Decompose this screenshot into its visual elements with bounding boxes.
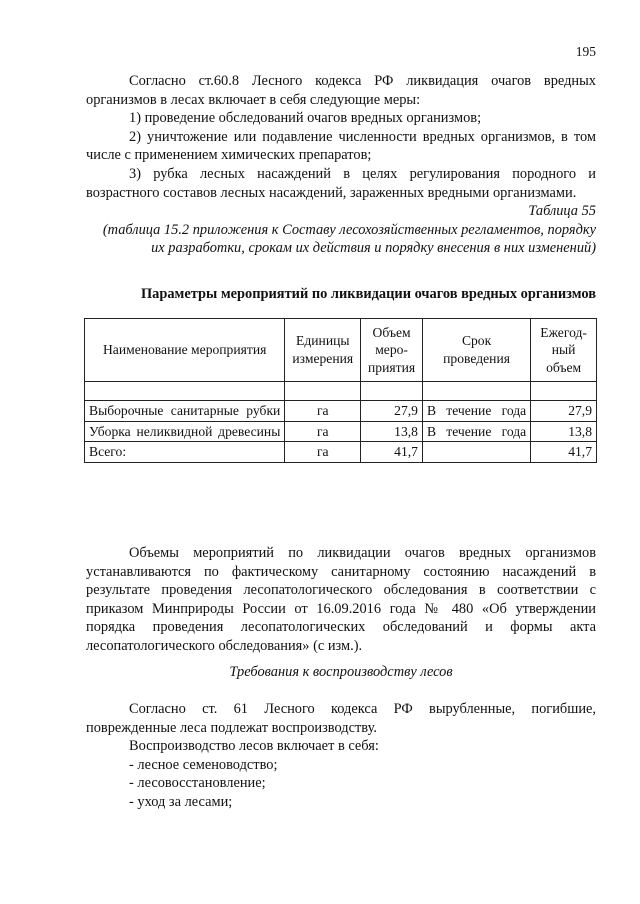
cell-volume: 13,8	[361, 421, 423, 442]
table-note: (таблица 15.2 приложения к Составу лесохозяйственных регламентов, порядку их разработки, срокам их действия и порядку внесения в них изменений)	[102, 221, 596, 257]
cell-unit: га	[285, 401, 361, 422]
intro-item-1: 1) проведение обследований очагов вредных организмов;	[129, 110, 482, 127]
cell-unit: га	[285, 421, 361, 442]
cell-volume: 27,9	[361, 401, 423, 422]
reproduction-paragraph: Согласно ст. 61 Лесного кодекса РФ вырубленные, погибшие, поврежденные леса подлежат воспроизводству.	[86, 701, 596, 736]
page-number: 195	[575, 44, 596, 59]
reproduction-list	[86, 756, 596, 812]
measures-table	[84, 318, 597, 463]
cell-name: Выборочные санитарные рубки	[85, 401, 285, 422]
list-item: - лесное семеноводство;	[129, 756, 278, 773]
volumes-paragraph: Объемы мероприятий по ликвидации очагов вредных организмов устанавливаются по фактическому санитарному состоянию насаждений в результате проведения лесопатологического обследования в соответствии с приказом Минприроды России от 16.09.2016 года № 480 «Об утверждении порядка проведения лесопатологических обследований и формы акта лесопатологического обследования» (с изм.).	[86, 545, 596, 654]
intro-item-3: 3) рубка лесных насаждений в целях регулирования породного и возрастного составов лесных насаждений, зараженных вредными организмами.	[86, 165, 596, 201]
table-row	[85, 401, 597, 422]
header-annual: Ежегод-ный объем	[531, 319, 597, 382]
header-unit: Единицы измерения	[285, 319, 361, 382]
list-item: - лесовосстановление;	[129, 775, 266, 792]
total-annual: 41,7	[531, 442, 597, 463]
table-row	[85, 421, 597, 442]
table-spacer-row	[85, 382, 597, 401]
cell-annual: 27,9	[531, 401, 597, 422]
table-title: Параметры мероприятий по ликвидации очагов вредных организмов	[140, 286, 596, 302]
table-total-row	[85, 442, 597, 463]
reproduction-block	[86, 700, 596, 812]
intro-block	[86, 72, 596, 258]
header-volume: Объем меро-приятия	[361, 319, 423, 382]
total-unit: га	[285, 442, 361, 463]
cell-annual: 13,8	[531, 421, 597, 442]
section-title: Требования к воспроизводству лесов	[229, 664, 453, 680]
table-number: Таблица 55	[528, 203, 596, 220]
reproduction-includes: Воспроизводство лесов включает в себя:	[129, 738, 379, 755]
total-term	[422, 442, 530, 463]
intro-paragraph: Согласно ст.60.8 Лесного кодекса РФ ликвидация очагов вредных организмов в лесах включает в себя следующие меры:	[86, 73, 596, 108]
cell-name: Уборка неликвидной древесины	[85, 421, 285, 442]
list-item: - уход за лесами;	[129, 793, 233, 810]
cell-term: В течение года	[422, 401, 530, 422]
header-term: Срок проведения	[422, 319, 530, 382]
volumes-block	[86, 544, 596, 656]
header-name: Наименование мероприятия	[85, 319, 285, 382]
cell-term: В течение года	[422, 421, 530, 442]
total-label: Всего:	[85, 442, 285, 463]
intro-item-2: 2) уничтожение или подавление численности вредных организмов, в том числе с применением химических препаратов;	[86, 128, 596, 164]
total-volume: 41,7	[361, 442, 423, 463]
table-header-row	[85, 319, 597, 382]
